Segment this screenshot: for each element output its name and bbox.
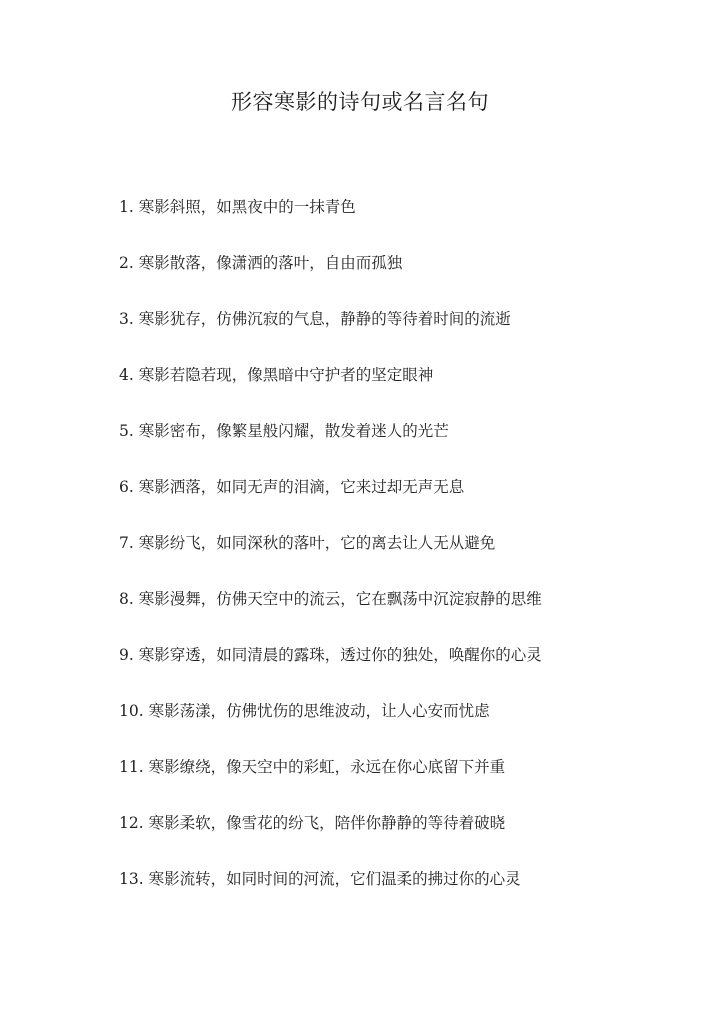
list-item: 10. 寒影荡漾，仿佛忧伤的思维波动，让人心安而忧虑 (119, 702, 490, 720)
list-item: 12. 寒影柔软，像雪花的纷飞，陪伴你静静的等待着破晓 (119, 814, 506, 832)
list-item: 9. 寒影穿透，如同清晨的露珠，透过你的独处，唤醒你的心灵 (119, 646, 542, 664)
quote-list (119, 193, 699, 921)
list-item: 5. 寒影密布，像繁星般闪耀，散发着迷人的光芒 (119, 422, 449, 440)
list-item: 7. 寒影纷飞，如同深秋的落叶，它的离去让人无从避免 (119, 534, 496, 552)
document-title: 形容寒影的诗句或名言名句 (231, 90, 489, 114)
list-item: 1. 寒影斜照，如黑夜中的一抹青色 (119, 198, 356, 216)
list-item: 6. 寒影洒落，如同无声的泪滴，它来过却无声无息 (119, 478, 465, 496)
list-item: 13. 寒影流转，如同时间的河流，它们温柔的拂过你的心灵 (119, 870, 521, 888)
list-item: 2. 寒影散落，像潇洒的落叶，自由而孤独 (119, 254, 403, 272)
list-item: 3. 寒影犹存，仿佛沉寂的气息，静静的等待着时间的流逝 (119, 310, 511, 328)
list-item: 11. 寒影缭绕，像天空中的彩虹，永远在你心底留下并重 (119, 758, 506, 776)
list-item: 4. 寒影若隐若现，像黑暗中守护者的坚定眼神 (119, 366, 434, 384)
list-item: 8. 寒影漫舞，仿佛天空中的流云，它在飘荡中沉淀寂静的思维 (119, 590, 542, 608)
